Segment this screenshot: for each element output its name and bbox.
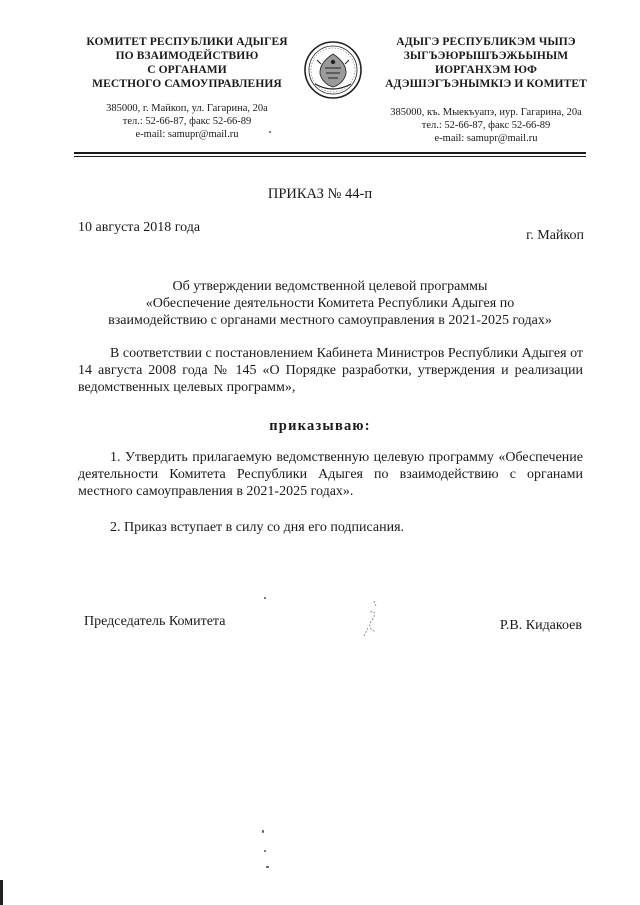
header-divider-thin — [74, 156, 586, 157]
org-name-line: С ОРГАНАМИ — [147, 64, 227, 76]
handwritten-signature-icon — [352, 598, 386, 642]
subject-line: «Обеспечение деятельности Комитета Республики Адыгея по — [145, 296, 515, 311]
subject-line: Об утверждении ведомственной целевой программы — [172, 279, 488, 294]
order-city: г. Майкоп — [526, 228, 584, 243]
item-1-paragraph: 1. Утвердить прилагаемую ведомственную целевую программу «Обеспечение деятельности Комитета Республики Адыгея по взаимодействию с органами местного самоуправления в 2021-2025 годах». — [78, 450, 583, 499]
org-name-line: АДЭШІЭГЪЭНЫМКІЭ И КОМИТЕТ — [385, 78, 587, 90]
item-2-paragraph: 2. Приказ вступает в силу со дня его подписания. — [110, 520, 405, 535]
scan-speck — [264, 850, 266, 852]
subject-line: взаимодействию с органами местного самоуправления в 2021-2025 годах» — [108, 313, 552, 328]
scan-speck — [264, 597, 266, 599]
order-subject — [60, 278, 600, 329]
address-line: 385000, г. Майкоп, ул. Гагарина, 20а — [106, 103, 268, 114]
scan-speck — [269, 131, 271, 133]
signatory-title: Председатель Комитета — [84, 614, 226, 629]
scan-speck — [266, 866, 269, 868]
order-date: 10 августа 2018 года — [78, 220, 201, 235]
org-name-russian — [72, 35, 302, 91]
phone-line: тел.: 52-66-87, факс 52-66-89 — [421, 120, 551, 131]
decree-word: приказываю: — [269, 418, 371, 434]
preamble-paragraph: В соответствии с постановлением Кабинета Министров Республики Адыгея от 14 августа 2008 года № 145 «О Порядке разработки, утверждения и реализации ведомственных целевых программ», — [78, 346, 583, 395]
address-line: 385000, къ. Мыекъуапэ, иур. Гагарина, 20а — [390, 107, 582, 118]
address-adyghe — [366, 106, 606, 145]
org-name-line: АДЫГЭ РЕСПУБЛИКЭМ ЧЫПЭ — [396, 36, 576, 48]
org-name-line: КОМИТЕТ РЕСПУБЛИКИ АДЫГЕЯ — [86, 36, 288, 48]
coat-of-arms-adygea-icon — [303, 40, 363, 100]
email-line: e-mail: samupr@mail.ru — [434, 133, 538, 144]
phone-line: тел.: 52-66-87, факс 52-66-89 — [122, 116, 252, 127]
org-name-adyghe — [368, 35, 604, 91]
org-name-line: МЕСТНОГО САМОУПРАВЛЕНИЯ — [92, 78, 282, 90]
header-divider-thick — [74, 152, 586, 154]
org-name-line: ИОРГАНХЭМ ЮФ — [435, 64, 537, 76]
scan-edge-mark — [0, 880, 3, 905]
org-name-line: ЗЫГЪЭЮРЫШЪЭЖЬЫНЫМ — [403, 50, 569, 62]
signatory-name: Р.В. Кидакоев — [499, 618, 582, 633]
scan-speck — [262, 830, 264, 833]
email-line: e-mail: samupr@mail.ru — [135, 129, 239, 140]
org-name-line: ПО ВЗАИМОДЕЙСТВИЮ — [115, 50, 259, 62]
address-russian — [72, 102, 302, 141]
order-title: ПРИКАЗ № 44-п — [267, 186, 373, 202]
